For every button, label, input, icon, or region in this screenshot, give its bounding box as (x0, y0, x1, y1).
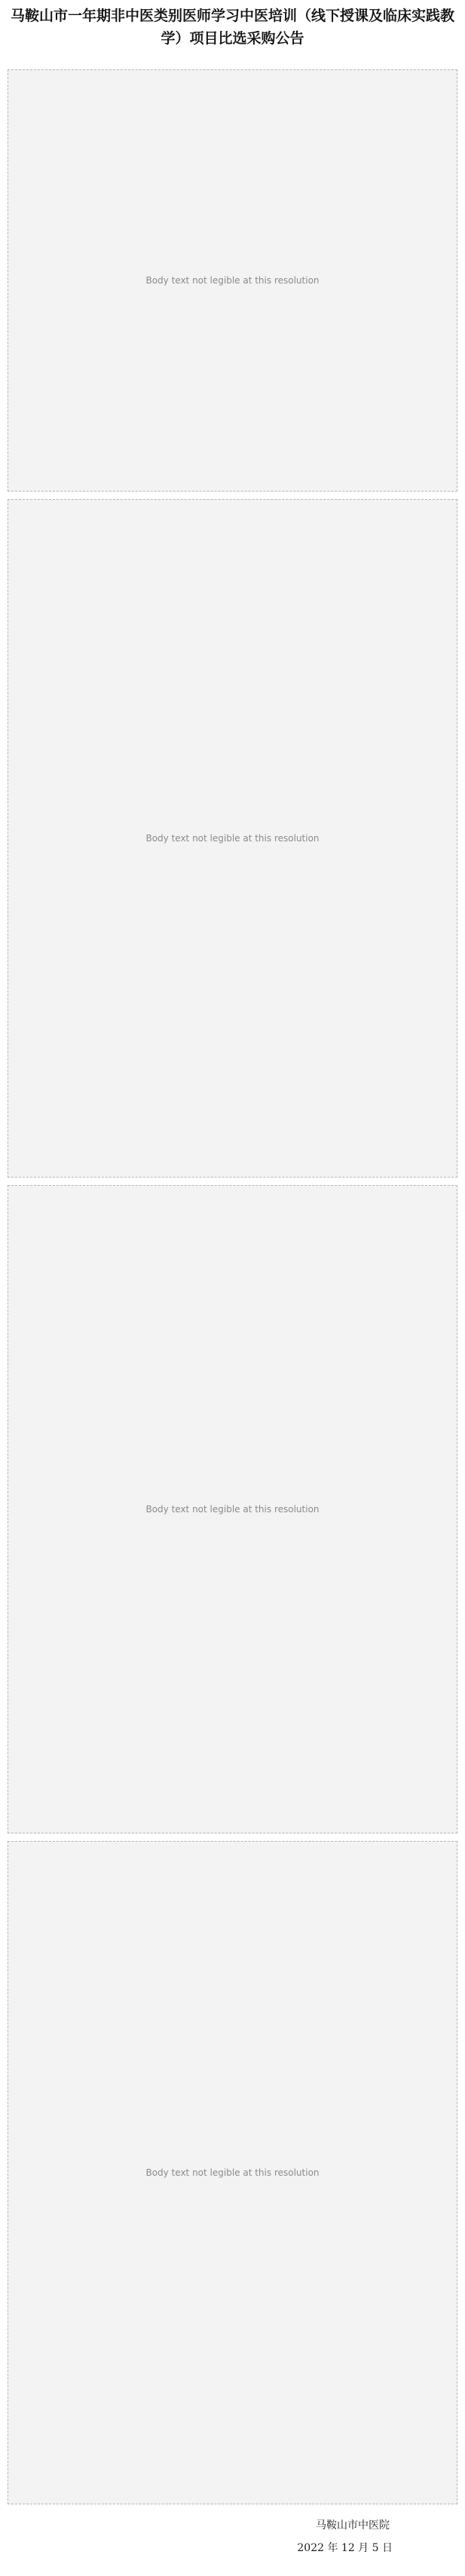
unreadable-note-content: Body text not legible at this resolution (145, 833, 320, 844)
qualification-region (8, 1185, 457, 1833)
registration-and-contact-region (8, 1841, 457, 2504)
procurement-content-region (8, 499, 457, 1178)
intro-text-region (8, 69, 457, 492)
issuer-name: 马鞍山市中医院 (316, 2519, 390, 2532)
unreadable-note-intro: Body text not legible at this resolution (145, 275, 320, 286)
notice-title: 马鞍山市一年期非中医类别医师学习中医培训（线下授课及临床实践教学）项目比选采购公告 (10, 8, 454, 47)
unreadable-note-registration: Body text not legible at this resolution (145, 2167, 320, 2178)
issue-date: 2022 年 12 月 5 日 (297, 2542, 393, 2554)
unreadable-note-qualification: Body text not legible at this resolution (145, 1504, 320, 1515)
